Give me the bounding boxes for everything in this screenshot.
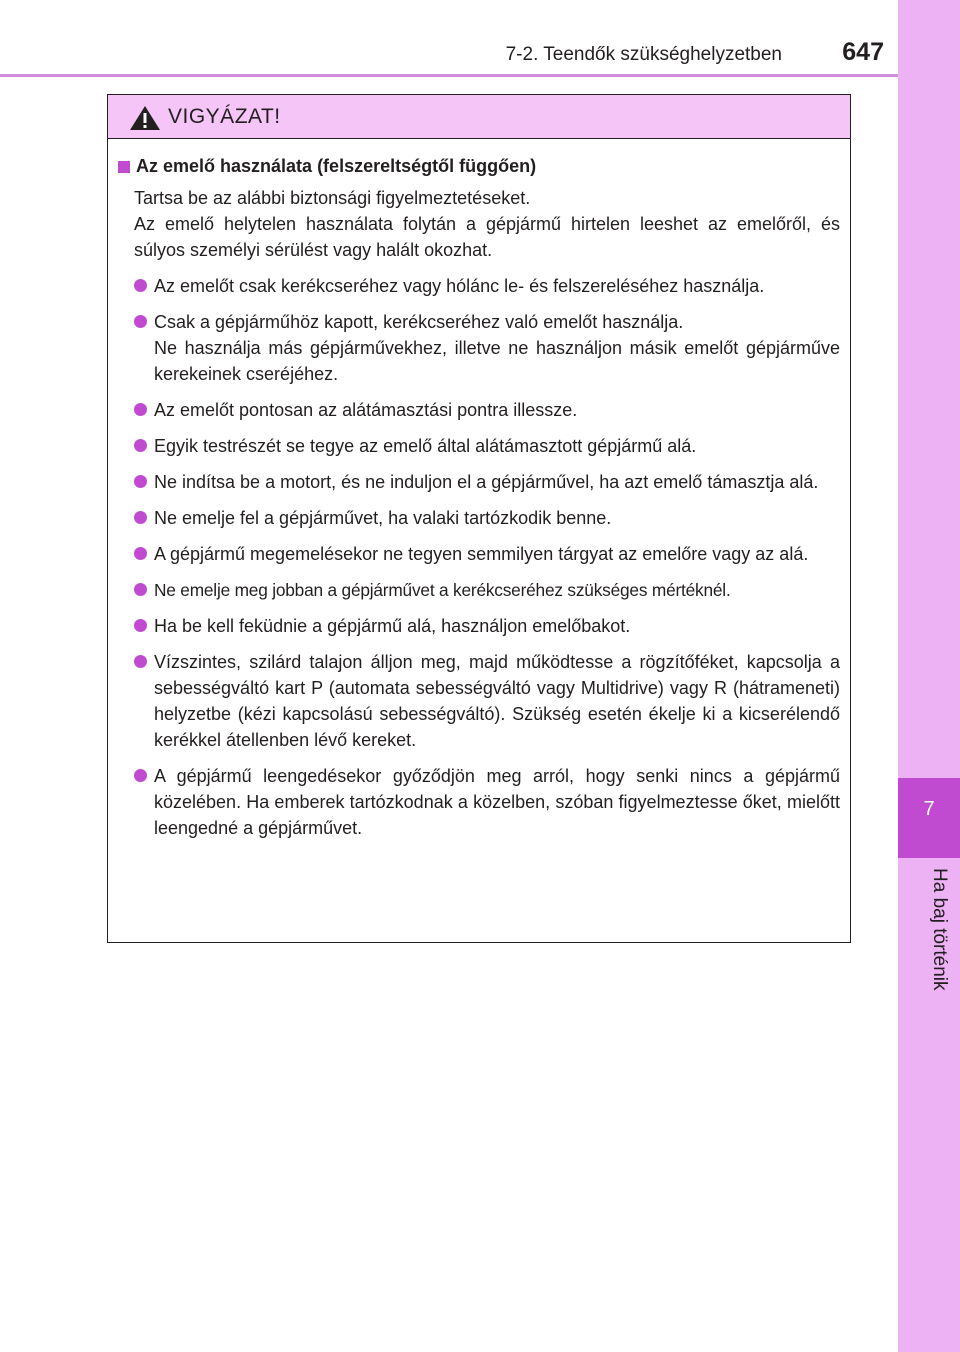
bullet-dot-icon	[134, 475, 147, 488]
list-item	[116, 541, 840, 567]
warning-intro	[134, 185, 840, 263]
bullet-dot-icon	[134, 439, 147, 452]
list-item	[116, 577, 840, 603]
list-item-text: Ha be kell feküdnie a gépjármű alá, használjon emelőbakot.	[154, 616, 631, 636]
warning-box	[107, 94, 851, 943]
warning-heading-text: Az emelő használata (felszereltségtől függően)	[136, 156, 537, 176]
list-item-text: A gépjármű leengedésekor győződjön meg arról, hogy senki nincs a gépjármű közelében. Ha emberek tartózkodnak a közelben, szóban figyelmeztesse őket, mielőtt leengedné a gépjárművet.	[154, 766, 840, 838]
page-number: 647	[842, 38, 884, 66]
list-item-text: Egyik testrészét se tegye az emelő által alátámasztott gépjármű alá.	[154, 436, 697, 456]
chapter-label: Ha baj történik	[929, 868, 950, 991]
header-rule	[0, 74, 898, 77]
chapter-number: 7	[923, 798, 935, 820]
chapter-side-tab	[898, 0, 960, 1352]
section-title: 7-2. Teendők szükséghelyzetben	[505, 44, 782, 65]
warning-title: VIGYÁZAT!	[168, 105, 281, 128]
list-item-text: Az emelőt pontosan az alátámasztási pontra illessze.	[154, 400, 578, 420]
list-item-line: Ne használja más gépjárművekhez, illetve ne használjon másik emelőt gépjárműve kerekeinek cseréjéhez.	[154, 338, 840, 384]
list-item-text: A gépjármű megemelésekor ne tegyen semmilyen tárgyat az emelőre vagy az alá.	[154, 544, 809, 564]
intro-line: Tartsa be az alábbi biztonsági figyelmeztetéseket.	[134, 188, 531, 208]
list-item-line: Csak a gépjárműhöz kapott, kerékcseréhez való emelőt használja.	[154, 312, 684, 332]
warning-header	[108, 95, 850, 139]
chapter-number-box	[898, 778, 960, 858]
list-item	[116, 469, 840, 495]
list-item	[116, 433, 840, 459]
bullet-dot-icon	[134, 279, 147, 292]
warning-list	[116, 273, 840, 841]
list-item	[116, 649, 840, 753]
warning-triangle-icon	[129, 105, 161, 131]
bullet-dot-icon	[134, 403, 147, 416]
square-bullet-icon	[118, 161, 130, 173]
bullet-dot-icon	[134, 511, 147, 524]
warning-heading	[116, 153, 840, 179]
list-item	[116, 273, 840, 299]
list-item	[116, 763, 840, 841]
bullet-dot-icon	[134, 547, 147, 560]
bullet-dot-icon	[134, 619, 147, 632]
list-item-text: Ne emelje meg jobban a gépjárművet a kerékcseréhez szükséges mértéknél.	[154, 580, 731, 600]
list-item	[116, 613, 840, 639]
bullet-dot-icon	[134, 583, 147, 596]
list-item	[116, 309, 840, 387]
warning-body	[108, 153, 850, 851]
list-item	[116, 505, 840, 531]
list-item-text: Az emelőt csak kerékcseréhez vagy hólánc le- és felszereléséhez használja.	[154, 276, 765, 296]
list-item-text: Ne emelje fel a gépjárművet, ha valaki tartózkodik benne.	[154, 508, 612, 528]
bullet-dot-icon	[134, 315, 147, 328]
bullet-dot-icon	[134, 769, 147, 782]
list-item-text: Ne indítsa be a motort, és ne induljon el a gépjárművel, ha azt emelő támasztja alá.	[154, 472, 819, 492]
list-item	[116, 397, 840, 423]
list-item-text	[154, 309, 840, 387]
list-item-text: Vízszintes, szilárd talajon álljon meg, majd működtesse a rögzítőféket, kapcsolja a sebességváltó kart P (automata sebességváltó vagy Multidrive) vagy R (hátrameneti) helyzetbe (kézi kapcsolású sebességváltó). Szükség esetén ékelje ki a kicserélendő kerékkel átellenben lévő kereket.	[154, 652, 840, 750]
intro-line: Az emelő helytelen használata folytán a gépjármű hirtelen leeshet az emelőről, és súlyos személyi sérülést vagy halált okozhat.	[134, 214, 840, 260]
bullet-dot-icon	[134, 655, 147, 668]
